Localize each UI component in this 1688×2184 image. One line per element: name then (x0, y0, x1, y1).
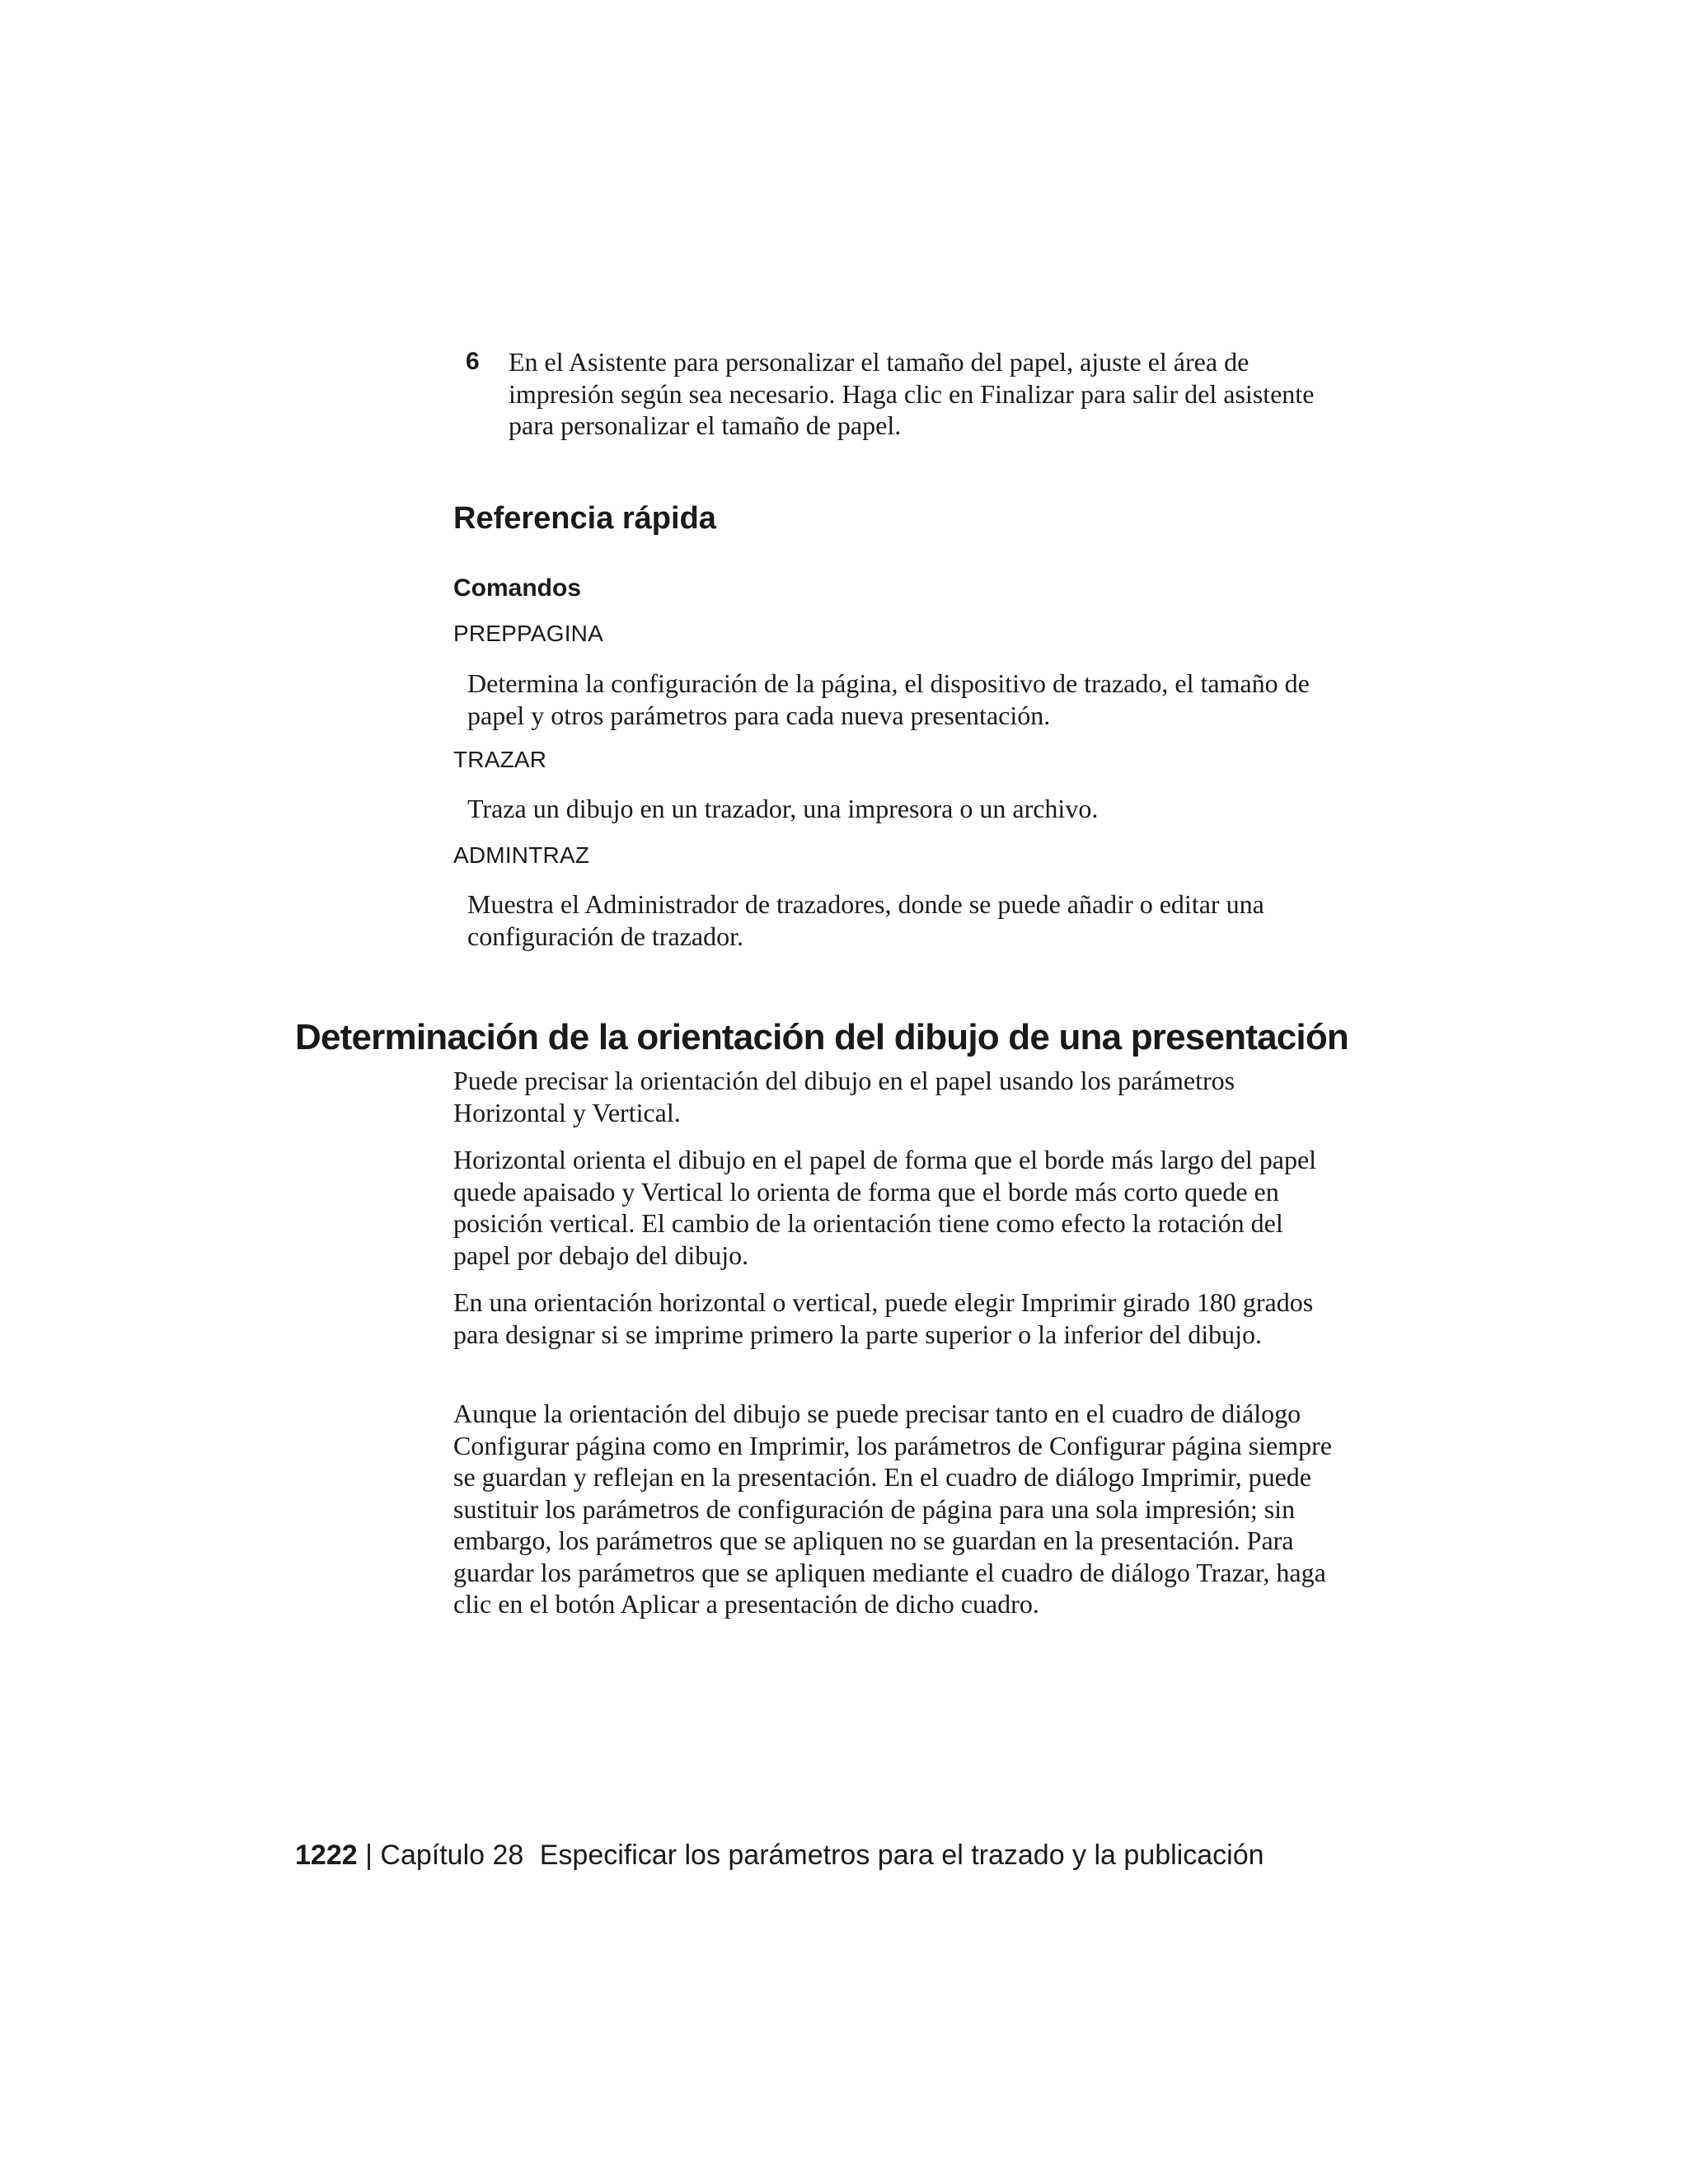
body-paragraph: En una orientación horizontal o vertical, puede elegir Imprimir girado 180 grados para designar si se imprime primero la parte superior o la inferior del dibujo. (453, 1287, 1314, 1349)
command-description-trazar: Traza un dibujo en un trazador, una impresora o un archivo. (467, 794, 1099, 823)
body-paragraph: Aunque la orientación del dibujo se puede precisar tanto en el cuadro de diálogo Configurar página como en Imprimir, los parámetros de Configurar página siempre se guardan y reflejan en la presentación. En el cuadro de diálogo Imprimir, puede sustituir los parámetros de configuración de página para una sola impresión; sin embargo, los parámetros que se apliquen no se guardan en la presentación. Para guardar los parámetros que se apliquen mediante el cuadro de diálogo Trazar, haga clic en el botón Aplicar a presentación de dicho cuadro. (453, 1399, 1332, 1619)
body-paragraph: Puede precisar la orientación del dibujo en el papel usando los parámetros Horizontal y Vertical. (453, 1066, 1236, 1127)
step-text: En el Asistente para personalizar el tamaño del papel, ajuste el área de impresión según sea necesario. Haga clic en Finalizar para salir del asistente para personalizar el tamaño de papel. (509, 347, 1315, 440)
page-number: 1222 (295, 1840, 358, 1871)
page-footer (295, 1838, 1264, 1872)
command-description-admintraz: Muestra el Administrador de trazadores, donde se puede añadir o editar una configuración de trazador. (467, 889, 1264, 951)
quick-reference-heading: Referencia rápida (453, 501, 716, 536)
numbered-step (466, 346, 1339, 442)
footer-chapter: Capítulo 28 (380, 1840, 524, 1871)
commands-heading: Comandos (453, 574, 582, 602)
command-name-trazar: TRAZAR (453, 747, 547, 772)
step-number: 6 (466, 348, 480, 375)
command-description-preppagina: Determina la configuración de la página, el dispositivo de trazado, el tamaño de papel y otros parámetros para cada nueva presentación. (467, 668, 1310, 730)
footer-chapter-title: Especificar los parámetros para el trazado y la publicación (539, 1840, 1264, 1871)
command-name-admintraz: ADMINTRAZ (453, 842, 590, 868)
footer-separator: | (365, 1840, 373, 1871)
body-paragraph: Horizontal orienta el dibujo en el papel de forma que el borde más largo del papel quede apaisado y Vertical lo orienta de forma que el borde más corto quede en posición vertical. El cambio de la orientación tiene como efecto la rotación del papel por debajo del dibujo. (453, 1145, 1317, 1270)
command-name-preppagina: PREPPAGINA (453, 621, 603, 646)
section-heading: Determinación de la orientación del dibujo de una presentación (295, 1017, 1348, 1057)
